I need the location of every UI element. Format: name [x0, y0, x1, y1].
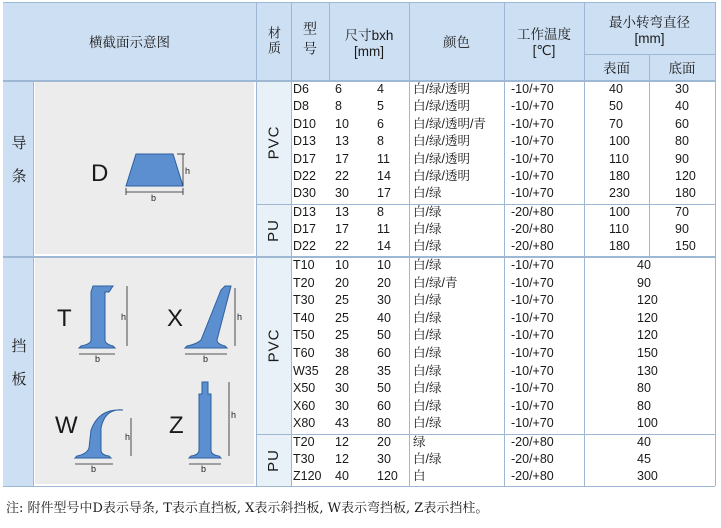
cell-h: 50 — [377, 328, 391, 343]
table-row — [291, 258, 715, 274]
cell-bend: 80 — [637, 398, 651, 413]
cell-surface: 100 — [609, 134, 630, 149]
cell-model: T30 — [293, 293, 315, 308]
cell-model: T30 — [293, 452, 315, 466]
header-size — [329, 2, 409, 80]
cell-h: 8 — [377, 205, 384, 219]
cell-color: 白/绿/透明 — [413, 169, 470, 183]
z-b-label: b — [201, 464, 207, 474]
cell-bottom: 40 — [675, 99, 689, 114]
cell-b: 13 — [335, 205, 349, 219]
cell-b: 17 — [335, 221, 349, 236]
header-cross-section — [3, 2, 256, 80]
cell-bottom: 80 — [675, 134, 689, 149]
cell-h: 6 — [377, 116, 384, 131]
cell-h: 60 — [377, 398, 391, 413]
cell-h: 30 — [377, 452, 391, 466]
table-row — [291, 186, 715, 202]
header-temp-unit: [℃] — [532, 43, 556, 58]
cell-color: 白 — [413, 469, 426, 483]
cell-temp: -20/+80 — [511, 435, 554, 449]
cell-color: 白/绿 — [413, 221, 442, 236]
cell-temp: -20/+80 — [511, 205, 554, 219]
cell-model: D17 — [293, 151, 316, 166]
cell-h: 10 — [377, 258, 391, 272]
header-model-label: 型号 — [302, 21, 318, 61]
table-row — [291, 239, 715, 255]
w-profile-shape — [75, 410, 123, 458]
cell-color: 白/绿 — [413, 346, 442, 360]
cell-temp: -10/+70 — [511, 258, 554, 272]
cell-temp: -20/+80 — [511, 238, 554, 253]
z-profile-shape — [189, 382, 221, 458]
header-material-label: 材质 — [266, 26, 281, 56]
cell-temp: -10/+70 — [511, 169, 554, 183]
cell-model: D13 — [293, 205, 316, 219]
header-temp — [504, 2, 584, 80]
cell-model: D10 — [293, 116, 316, 131]
table-row — [291, 293, 715, 309]
cell-bend: 80 — [637, 381, 651, 396]
z-letter: Z — [169, 412, 184, 439]
z-h-label: h — [231, 410, 237, 420]
material-baffle-pu — [256, 434, 291, 486]
cell-b: 25 — [335, 293, 349, 308]
cell-temp: -10/+70 — [511, 151, 554, 166]
material-baffle-pvc-label: PVC — [265, 328, 282, 362]
table-row — [291, 435, 715, 451]
material-guide-pu-label: PU — [265, 218, 282, 242]
cell-b: 22 — [335, 238, 349, 253]
header-color-label: 颜色 — [443, 35, 470, 50]
d-b-label: b — [151, 193, 157, 203]
cell-h: 11 — [377, 221, 390, 236]
table-row — [291, 469, 715, 485]
cell-h: 8 — [377, 134, 384, 149]
x-b-label: b — [203, 354, 209, 364]
cell-b: 22 — [335, 169, 349, 183]
header-surface — [584, 54, 649, 80]
cell-model: Z120 — [293, 469, 322, 483]
header-cross-section-label: 横截面示意图 — [89, 35, 170, 50]
cell-model: T40 — [293, 310, 315, 325]
cell-h: 14 — [377, 169, 391, 183]
cell-color: 白/绿/透明 — [413, 99, 470, 114]
cell-b: 28 — [335, 363, 349, 378]
table-row — [291, 328, 715, 344]
t-b-label: b — [95, 354, 101, 364]
group-guide-label: 导条 — [9, 135, 27, 201]
table-row — [291, 205, 715, 221]
cell-color: 白/绿/青 — [413, 275, 458, 290]
x-h-label: h — [237, 312, 243, 322]
cell-h: 20 — [377, 435, 391, 449]
cell-h: 35 — [377, 363, 391, 378]
table-row — [291, 399, 715, 415]
table-row — [291, 134, 715, 150]
t-profile-shape — [79, 286, 115, 348]
cell-temp: -10/+70 — [511, 416, 554, 431]
cell-bottom: 180 — [675, 186, 696, 201]
cell-color: 白/绿/透明 — [413, 82, 470, 96]
t-h-label: h — [121, 312, 127, 322]
cell-bend: 130 — [637, 363, 658, 378]
baffle-profile-diagrams — [35, 258, 254, 484]
cell-h: 50 — [377, 381, 391, 396]
cell-b: 12 — [335, 435, 349, 449]
cell-bottom: 30 — [675, 82, 689, 96]
cell-b: 25 — [335, 328, 349, 343]
cell-b: 10 — [335, 116, 349, 131]
table-row — [291, 381, 715, 397]
cell-model: X60 — [293, 398, 316, 413]
cell-model: D8 — [293, 99, 309, 114]
header-surface-label: 表面 — [603, 61, 630, 76]
cell-color: 白/绿 — [413, 310, 442, 325]
cell-b: 10 — [335, 258, 349, 272]
group-baffle — [3, 256, 33, 486]
cell-bend: 120 — [637, 328, 658, 343]
d-letter: D — [91, 160, 109, 187]
cell-surface: 50 — [609, 99, 623, 114]
header-bend — [584, 2, 715, 54]
cell-h: 17 — [377, 186, 391, 201]
cell-color: 白/绿 — [413, 416, 442, 431]
header-size-unit: [mm] — [354, 43, 384, 59]
material-baffle-pu-label: PU — [265, 448, 282, 472]
w-h-label: h — [125, 432, 131, 442]
cell-b: 40 — [335, 469, 349, 483]
header-bend-unit: [mm] — [634, 30, 665, 46]
cell-color: 白/绿 — [413, 398, 442, 413]
table-row — [291, 364, 715, 380]
cell-color: 白/绿 — [413, 452, 442, 466]
cell-b: 12 — [335, 452, 349, 466]
table-row — [291, 169, 715, 185]
diagram-panel-guide — [35, 82, 254, 254]
cell-model: D30 — [293, 186, 316, 201]
cell-bend: 90 — [637, 275, 651, 290]
cell-bottom: 90 — [675, 221, 689, 236]
header-model — [291, 2, 329, 80]
header-temp-label: 工作温度 — [517, 27, 571, 42]
cell-h: 5 — [377, 99, 384, 114]
cell-bend: 45 — [637, 452, 651, 466]
d-profile-shape — [126, 154, 183, 186]
header-bend-label: 最小转弯直径 — [609, 14, 690, 30]
table-row — [291, 452, 715, 468]
cell-bend: 300 — [637, 469, 658, 483]
cell-b: 30 — [335, 186, 349, 201]
cell-color: 白/绿 — [413, 328, 442, 343]
cell-bend: 150 — [637, 346, 658, 360]
cell-bend: 40 — [637, 435, 651, 449]
header-size-label: 尺寸bxh — [344, 27, 394, 43]
cell-bend: 120 — [637, 310, 658, 325]
table-row — [291, 117, 715, 133]
cell-temp: -20/+80 — [511, 469, 554, 483]
table-row — [291, 99, 715, 115]
table-row — [291, 311, 715, 327]
cell-surface: 180 — [609, 169, 630, 183]
cell-h: 20 — [377, 275, 391, 290]
cell-bend: 120 — [637, 293, 658, 308]
cell-b: 20 — [335, 275, 349, 290]
group-guide — [3, 80, 33, 256]
cell-color: 白/绿 — [413, 258, 442, 272]
cell-model: D22 — [293, 169, 316, 183]
cell-model: D17 — [293, 221, 316, 236]
cell-b: 30 — [335, 398, 349, 413]
cell-model: T20 — [293, 275, 315, 290]
cell-b: 13 — [335, 134, 349, 149]
cell-temp: -10/+70 — [511, 82, 554, 96]
cell-b: 43 — [335, 416, 349, 431]
d-profile-diagram — [35, 82, 254, 254]
cell-color: 白/绿 — [413, 238, 442, 253]
header-bottom — [649, 54, 715, 80]
cell-model: W35 — [293, 363, 319, 378]
material-guide-pvc — [256, 80, 291, 204]
cell-temp: -10/+70 — [511, 186, 554, 201]
cell-temp: -10/+70 — [511, 381, 554, 396]
cell-color: 白/绿 — [413, 363, 442, 378]
material-guide-pu — [256, 204, 291, 256]
cell-bottom: 90 — [675, 151, 689, 166]
table-row — [291, 416, 715, 432]
cell-temp: -10/+70 — [511, 99, 554, 114]
cell-model: T10 — [293, 258, 315, 272]
cell-color: 白/绿 — [413, 186, 442, 201]
cell-color: 绿 — [413, 435, 426, 449]
cell-color: 白/绿 — [413, 381, 442, 396]
cell-bottom: 60 — [675, 116, 689, 131]
cell-temp: -10/+70 — [511, 346, 554, 360]
spec-table — [3, 2, 715, 486]
cell-b: 25 — [335, 310, 349, 325]
cell-model: X50 — [293, 381, 316, 396]
cell-h: 60 — [377, 346, 391, 360]
cell-temp: -10/+70 — [511, 310, 554, 325]
cell-b: 17 — [335, 151, 349, 166]
cell-temp: -10/+70 — [511, 275, 554, 290]
table-row — [291, 276, 715, 292]
cell-color: 白/绿 — [413, 293, 442, 308]
cell-bottom: 150 — [675, 238, 696, 253]
cell-bend: 100 — [637, 416, 658, 431]
table-row — [291, 346, 715, 362]
cell-temp: -10/+70 — [511, 293, 554, 308]
cell-color: 白/绿/透明 — [413, 151, 470, 166]
group-baffle-label: 挡板 — [9, 338, 27, 404]
cell-surface: 110 — [609, 221, 629, 236]
cell-color: 白/绿/透明/青 — [413, 116, 486, 131]
material-baffle-pvc — [256, 256, 291, 434]
cell-temp: -20/+80 — [511, 452, 554, 466]
t-letter: T — [57, 305, 72, 332]
cell-h: 120 — [377, 469, 398, 483]
cell-surface: 230 — [609, 186, 630, 201]
cell-h: 40 — [377, 310, 391, 325]
table-row — [291, 152, 715, 168]
cell-surface: 100 — [609, 205, 630, 219]
cell-temp: -10/+70 — [511, 116, 554, 131]
cell-surface: 70 — [609, 116, 623, 131]
header-material — [256, 2, 291, 80]
table-row — [291, 222, 715, 238]
cell-b: 30 — [335, 381, 349, 396]
material-guide-pvc-label: PVC — [265, 125, 282, 159]
cell-model: T60 — [293, 346, 315, 360]
w-b-label: b — [91, 464, 97, 474]
cell-model: D22 — [293, 238, 316, 253]
cell-h: 11 — [377, 151, 390, 166]
cell-bend: 40 — [637, 258, 651, 272]
cell-model: T20 — [293, 435, 315, 449]
cell-h: 30 — [377, 293, 391, 308]
cell-b: 8 — [335, 99, 342, 114]
x-profile-shape — [185, 286, 231, 348]
cell-surface: 40 — [609, 82, 623, 96]
cell-h: 4 — [377, 82, 384, 96]
cell-model: D13 — [293, 134, 316, 149]
diagram-panel-baffle — [35, 258, 254, 484]
cell-temp: -20/+80 — [511, 221, 554, 236]
cell-temp: -10/+70 — [511, 134, 554, 149]
w-letter: W — [55, 412, 78, 439]
cell-h: 14 — [377, 238, 391, 253]
cell-temp: -10/+70 — [511, 328, 554, 343]
cell-bottom: 120 — [675, 169, 696, 183]
cell-color: 白/绿 — [413, 205, 442, 219]
cell-temp: -10/+70 — [511, 398, 554, 413]
d-h-label: h — [185, 166, 191, 176]
cell-model: T50 — [293, 328, 315, 343]
cell-model: D6 — [293, 82, 309, 96]
header-color — [409, 2, 504, 80]
cell-h: 80 — [377, 416, 391, 431]
cell-bottom: 70 — [675, 205, 689, 219]
cell-b: 38 — [335, 346, 349, 360]
cell-surface: 110 — [609, 151, 629, 166]
cell-model: X80 — [293, 416, 316, 431]
x-letter: X — [167, 305, 184, 332]
footnote: 注: 附件型号中D表示导条, T表示直挡板, X表示斜挡板, W表示弯挡板, Z表示挡柱。 — [6, 501, 489, 516]
cell-temp: -10/+70 — [511, 363, 554, 378]
cell-surface: 180 — [609, 238, 630, 253]
table-row — [291, 82, 715, 98]
cell-b: 6 — [335, 82, 342, 96]
header-bottom-label: 底面 — [668, 61, 696, 76]
cell-color: 白/绿/透明 — [413, 134, 470, 149]
